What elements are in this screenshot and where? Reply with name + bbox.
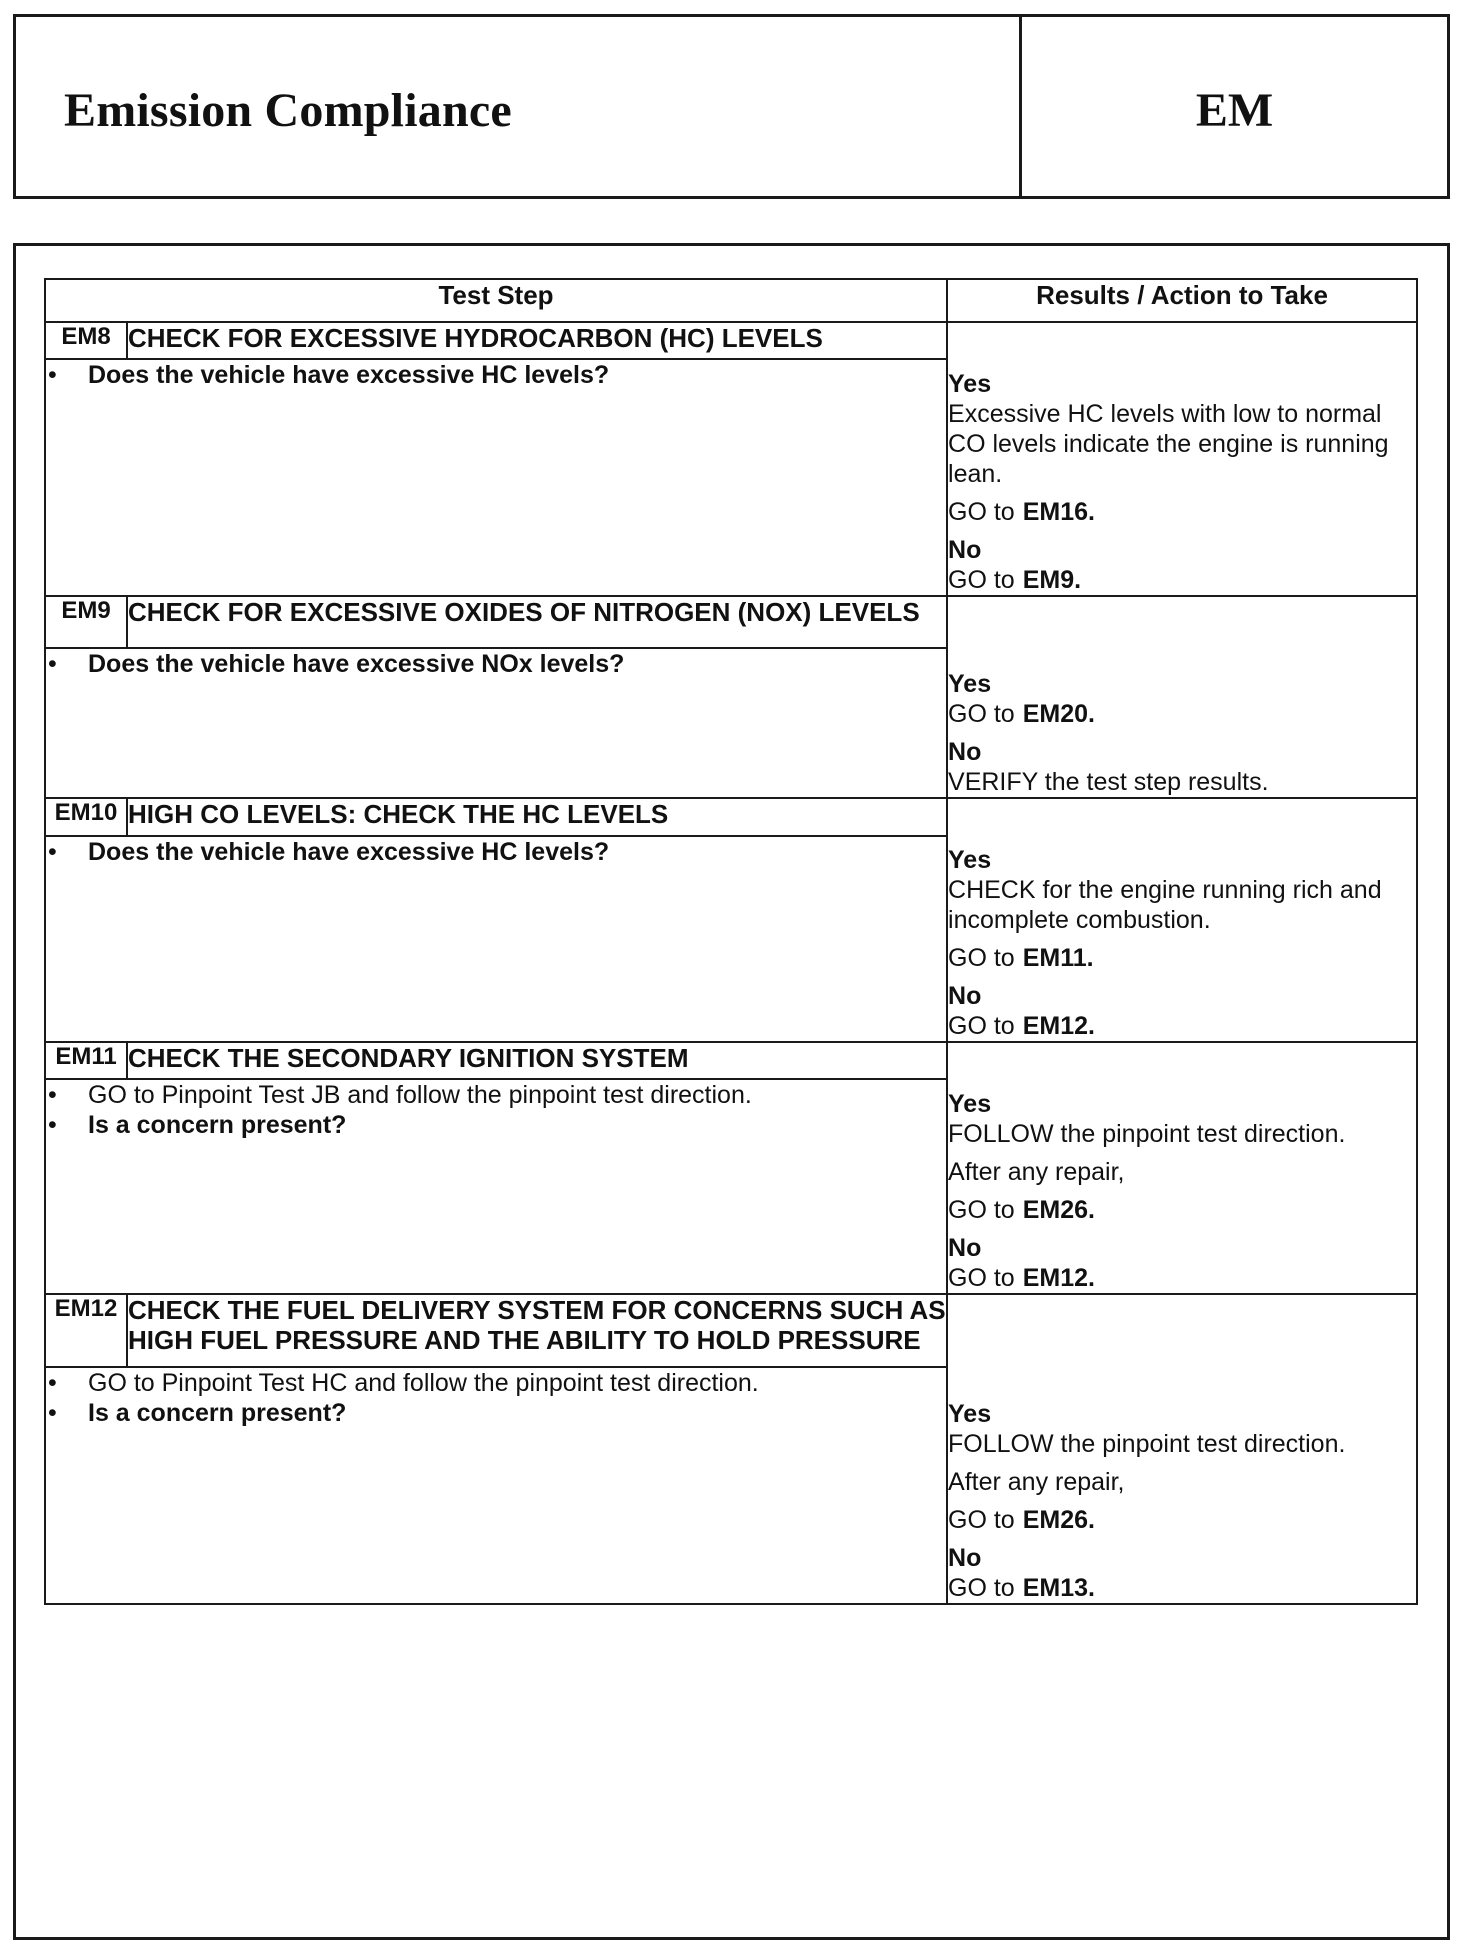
yes-goto: GO to EM11.	[948, 944, 1094, 972]
section-code: EM	[1195, 84, 1274, 137]
step-result	[947, 322, 1417, 596]
step-id: EM12	[45, 1294, 127, 1367]
step-result	[947, 1294, 1417, 1604]
bullet-item: • GO to Pinpoint Test HC and follow the pinpoint test direction.	[48, 1368, 759, 1397]
step-reference: EM11.	[1022, 944, 1094, 972]
step-title-row	[45, 1042, 1417, 1079]
no-goto: GO to EM12.	[948, 1264, 1095, 1292]
step-reference: EM12.	[1022, 1012, 1095, 1040]
step-reference: EM13.	[1022, 1574, 1095, 1602]
bullet-item: • Does the vehicle have excessive HC levels?	[48, 837, 610, 866]
step-reference: EM26.	[1022, 1196, 1095, 1224]
step-body	[45, 648, 947, 798]
yes-after: After any repair,	[948, 1158, 1125, 1186]
test-step-table	[44, 278, 1418, 1605]
yes-label: Yes	[948, 846, 992, 874]
yes-after: After any repair,	[948, 1468, 1125, 1496]
yes-label: Yes	[948, 670, 992, 698]
step-body	[45, 1367, 947, 1604]
step-body	[45, 359, 947, 596]
step-body	[45, 836, 947, 1042]
bullet-item: • Does the vehicle have excessive NOx levels?	[48, 650, 625, 679]
step-reference: EM12.	[1022, 1264, 1095, 1292]
step-reference: EM20.	[1022, 700, 1095, 728]
step-title: CHECK FOR EXCESSIVE OXIDES OF NITROGEN (NOX) LEVELS	[127, 596, 947, 648]
step-title: CHECK THE SECONDARY IGNITION SYSTEM	[127, 1042, 947, 1079]
step-title: CHECK THE FUEL DELIVERY SYSTEM FOR CONCERNS SUCH AS HIGH FUEL PRESSURE AND THE ABILITY TO HOLD PRESSURE	[127, 1294, 947, 1367]
step-reference: EM26.	[1022, 1506, 1095, 1534]
yes-label: Yes	[948, 370, 992, 398]
step-title-row	[45, 322, 1417, 359]
test-step-header: Test Step	[45, 279, 947, 322]
bullet-item: • Does the vehicle have excessive HC levels?	[48, 361, 610, 390]
yes-goto: GO to EM26.	[948, 1506, 1095, 1534]
no-label: No	[948, 982, 982, 1010]
no-text: VERIFY the test step results.	[948, 768, 1269, 796]
bullet-item: • Is a concern present?	[48, 1111, 347, 1140]
results-header: Results / Action to Take	[947, 279, 1417, 322]
header-box	[13, 14, 1450, 199]
no-label: No	[948, 738, 982, 766]
step-reference: EM16.	[1022, 498, 1095, 526]
yes-goto: GO to EM26.	[948, 1196, 1095, 1224]
no-goto: GO to EM13.	[948, 1574, 1095, 1602]
step-result	[947, 1042, 1417, 1294]
no-goto: GO to EM12.	[948, 1012, 1095, 1040]
step-reference: EM9.	[1022, 566, 1082, 594]
yes-label: Yes	[948, 1090, 992, 1118]
step-id: EM9	[45, 596, 127, 648]
yes-goto: GO to EM16.	[948, 498, 1095, 526]
step-title-row	[45, 596, 1417, 648]
table-header-row	[45, 279, 1417, 322]
bullet-item: • Is a concern present?	[48, 1398, 347, 1427]
no-label: No	[948, 1544, 982, 1572]
yes-text: FOLLOW the pinpoint test direction.	[948, 1430, 1346, 1458]
yes-text: CHECK for the engine running rich and incomplete combustion.	[948, 876, 1382, 934]
step-title-row	[45, 1294, 1417, 1367]
step-title: CHECK FOR EXCESSIVE HYDROCARBON (HC) LEVELS	[127, 322, 947, 359]
bullet-item: • GO to Pinpoint Test JB and follow the pinpoint test direction.	[48, 1081, 752, 1110]
step-title-row	[45, 798, 1417, 836]
no-label: No	[948, 1234, 982, 1262]
no-goto: GO to EM9.	[948, 566, 1082, 594]
step-id: EM10	[45, 798, 127, 836]
step-id: EM11	[45, 1042, 127, 1079]
yes-text: Excessive HC levels with low to normal CO levels indicate the engine is running lean.	[948, 400, 1389, 488]
yes-text: FOLLOW the pinpoint test direction.	[948, 1120, 1346, 1148]
yes-goto: GO to EM20.	[948, 700, 1095, 728]
step-body	[45, 1079, 947, 1294]
yes-label: Yes	[948, 1400, 992, 1428]
step-title: HIGH CO LEVELS: CHECK THE HC LEVELS	[127, 798, 947, 836]
step-result	[947, 596, 1417, 798]
page-title: Emission Compliance	[64, 84, 512, 137]
step-id: EM8	[45, 322, 127, 359]
no-label: No	[948, 536, 982, 564]
step-result	[947, 798, 1417, 1042]
